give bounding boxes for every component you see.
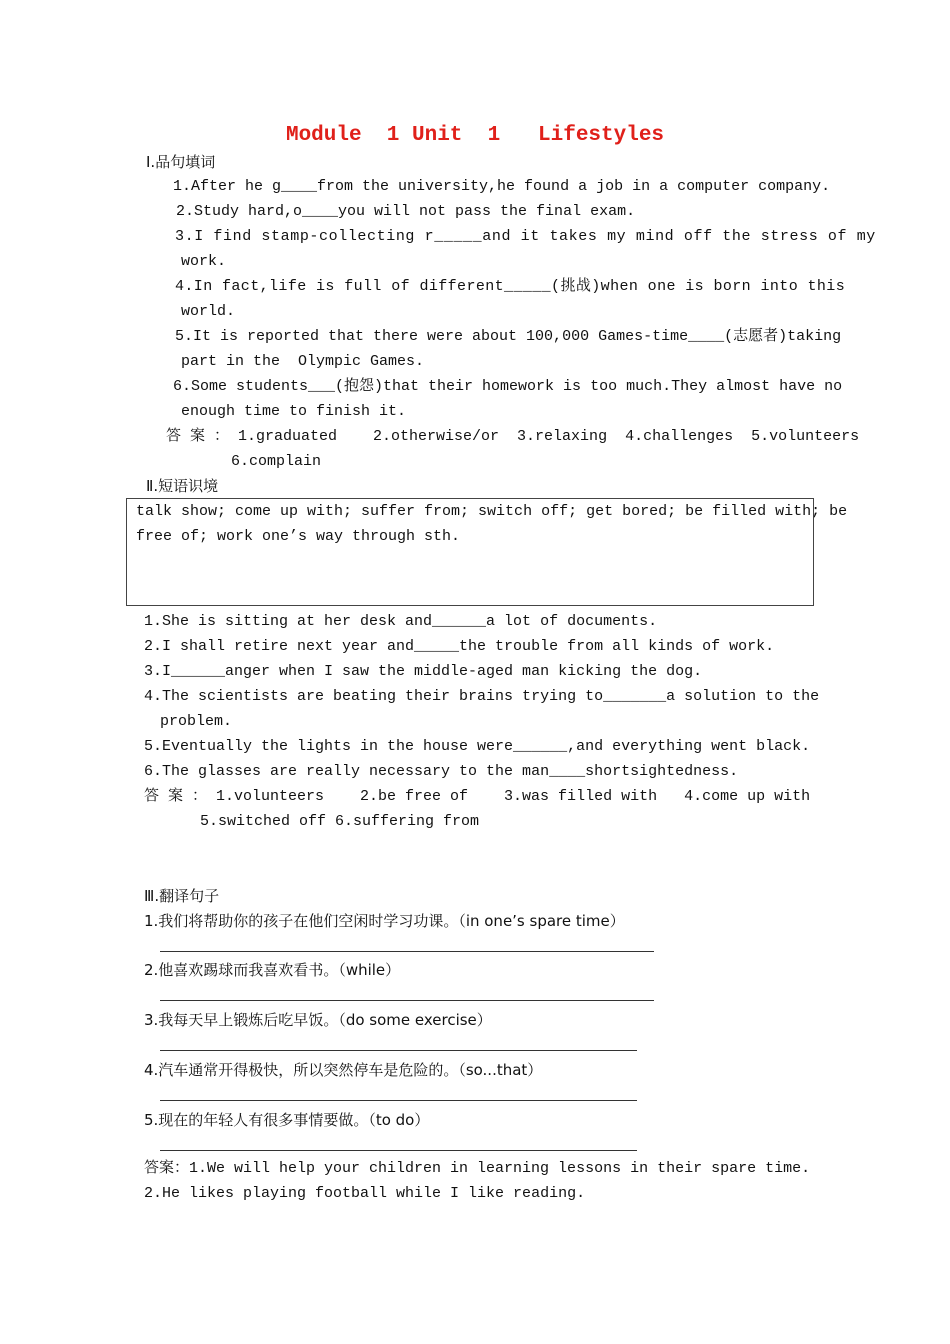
section1-line: enough time to finish it. (181, 403, 407, 420)
section3-answer: 2.He likes playing football while I like reading. (144, 1185, 586, 1202)
section1-line: 4.In fact,life is full of different_____(挑战)when one is born into this (175, 278, 846, 295)
translation-item: 1.我们将帮助你的孩子在他们空闲时学习功课。（in one’s spare time） (144, 912, 625, 930)
translation-item: 2.他喜欢踢球而我喜欢看书。（while） (144, 961, 401, 979)
answer-line (160, 1050, 637, 1051)
translation-item: 4.汽车通常开得极快，所以突然停车是危险的。（so...that） (144, 1061, 543, 1079)
section1-answer: 答 案 ： 1.graduated 2.otherwise/or 3.relaxing 4.challenges 5.volunteers (166, 428, 860, 445)
section2-line: problem. (160, 713, 233, 730)
section1-line: world. (181, 303, 236, 320)
section1-line: 1.After he g____from the university,he found a job in a computer company. (173, 178, 831, 195)
section1-answer: 6.complain (231, 453, 322, 470)
section2-line: 2.I shall retire next year and_____the trouble from all kinds of work. (144, 638, 775, 655)
page-title: Module 1 Unit 1 Lifestyles (285, 124, 665, 147)
section2-line: 5.Eventually the lights in the house were______,and everything went black. (144, 738, 811, 755)
section1-line: 6.Some students___(抱怨)that their homework is too much.They almost have no (173, 378, 843, 395)
section2-answer: 答 案 ： 1.volunteers 2.be free of 3.was filled with 4.come up with (144, 788, 811, 805)
section2-answer: 5.switched off 6.suffering from (200, 813, 480, 830)
answer-line (160, 1000, 654, 1001)
section2-heading: Ⅱ.短语识境 (146, 477, 219, 495)
section2-line: 6.The glasses are really necessary to the man____shortsightedness. (144, 763, 739, 780)
section1-line: 5.It is reported that there were about 100,000 Games-time____(志愿者)taking (175, 328, 842, 345)
translation-item: 5.现在的年轻人有很多事情要做。（to do） (144, 1111, 430, 1129)
phrase-box-line: talk show; come up with; suffer from; switch off; get bored; be filled with; be (136, 503, 848, 520)
section1-heading: Ⅰ.品句填词 (146, 153, 216, 171)
section2-line: 1.She is sitting at her desk and______a lot of documents. (144, 613, 658, 630)
section1-line: work. (181, 253, 227, 270)
answer-line (160, 1100, 637, 1101)
section3-heading: Ⅲ.翻译句子 (144, 887, 220, 905)
section2-line: 4.The scientists are beating their brains trying to_______a solution to the (144, 688, 820, 705)
section1-line: 2.Study hard,o____you will not pass the final exam. (176, 203, 636, 220)
section1-line: 3.I find stamp-collecting r_____and it takes my mind off the stress of my (175, 228, 876, 245)
translation-item: 3.我每天早上锻炼后吃早饭。（do some exercise） (144, 1011, 492, 1029)
section1-line: part in the Olympic Games. (181, 353, 425, 370)
answer-line (160, 951, 654, 952)
answer-line (160, 1150, 637, 1151)
phrase-box-line: free of; work one’s way through sth. (136, 528, 461, 545)
section2-line: 3.I______anger when I saw the middle-aged man kicking the dog. (144, 663, 703, 680)
section3-answer: 答案：1.We will help your children in learning lessons in their spare time. (144, 1160, 811, 1177)
